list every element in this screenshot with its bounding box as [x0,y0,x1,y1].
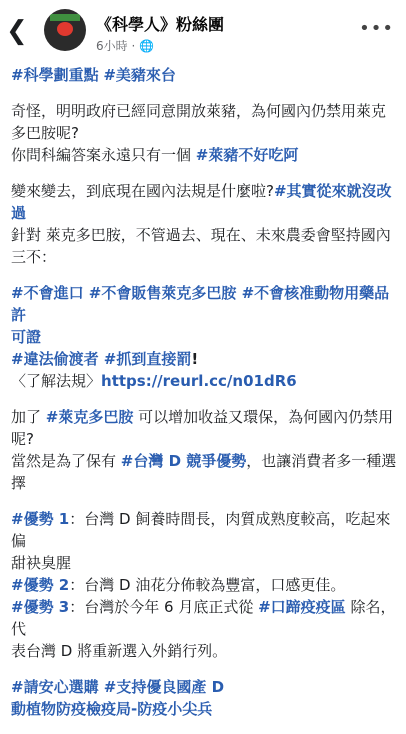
text-span: 加了 [11,408,46,426]
page-avatar[interactable] [44,9,86,51]
globe-icon: 🌐 [139,39,155,53]
text-line: 三不： [11,248,57,266]
hashtag-link[interactable]: #優勢 2 [11,576,70,594]
text-line: 針對 萊克多巴胺，不管過去、現在、未來農委會堅持國內 [11,226,391,244]
text-line [11,348,399,370]
text-span: ，也讓消費者多一種選 [246,452,397,470]
regulation-link[interactable]: https://reurl.cc/n01dR6 [101,372,297,390]
text-span: 你問科編答案永遠只有一個 [11,146,196,164]
hashtag-link[interactable]: #美豬來台 [103,66,176,84]
text-span: 可以增加收益又環保，為何國內仍禁用 [133,408,394,426]
hashtag-line[interactable]: #請安心選購 #支持優良國產 D [11,678,225,696]
intro-paragraph [11,100,399,166]
text-line [11,596,399,640]
hashtag-link[interactable]: #優勢 3 [11,598,70,616]
text-line [11,450,399,472]
text-span: ：台灣 D 油花分佈較為豐富，口感更佳。 [69,576,346,594]
text-span: 當然是為了保有 [11,452,121,470]
hashtag-link[interactable]: #優勢 1 [11,510,70,528]
hashtag-continuation[interactable]: 過 [11,204,27,222]
text-line: 表台灣 D 將重新選入外銷行列。 [11,642,228,660]
hashtag-line[interactable]: 可證 [11,328,42,346]
source-link[interactable]: 動植物防疫檢疫局-防疫小尖兵 [11,700,213,718]
text-line [11,370,399,392]
text-line [11,180,399,202]
hashtag-link[interactable]: #台灣 D 競爭優勢 [120,452,247,470]
post-header [0,0,406,62]
post-body [11,64,399,734]
question-paragraph [11,406,399,494]
law-paragraph [11,180,399,268]
text-line: 擇 [11,474,27,492]
text-line [11,574,399,596]
back-chevron-icon[interactable]: ❮ [6,16,28,46]
hashtags-top [11,64,399,86]
post-meta [96,37,154,54]
text-line: 多巴胺呢? [11,124,79,142]
three-no-paragraph [11,282,399,392]
text-span: ：台灣於今年 6 月底正式從 [69,598,259,616]
text-line: 奇怪，明明政府已經同意開放萊豬，為何國內仍禁用萊克 [11,102,387,120]
hashtag-link[interactable]: #口蹄疫疫區 [258,598,346,616]
page-name[interactable]: 《科學人》粉絲團 [96,15,225,34]
text-span: 變來變去，到底現在國內法規是什麼啦? [11,182,274,200]
hashtag-link[interactable]: #違法偷渡者 #抓到直接罰 [11,350,192,368]
hashtag-link[interactable]: #萊豬不好吃阿 [195,146,299,164]
text-line [11,508,399,552]
more-options-icon[interactable]: ••• [359,18,394,39]
text-span: ! [191,350,199,368]
hashtag-line[interactable]: #不會進口 #不會販售萊克多巴胺 #不會核准動物用藥品許 [11,284,390,324]
text-span: ：台灣 D 飼養時間長，肉質成熟度較高，吃起來偏 [11,510,391,550]
text-span: 除名，代 [11,598,396,638]
text-span: 〈了解法規〉 [11,372,102,390]
closing-paragraph [11,676,399,720]
hashtag-link[interactable]: #其實從來就沒改 [273,182,392,200]
post-time[interactable]: 6小時 [96,39,128,53]
text-line: 甜袂臭腥 [11,554,72,572]
advantages-paragraph [11,508,399,662]
text-line: 呢? [11,430,34,448]
text-line [11,144,399,166]
text-line [11,406,399,428]
hashtag-link[interactable]: #萊克多巴胺 [45,408,134,426]
hashtag-link[interactable]: #科學劃重點 [11,66,99,84]
dot-separator: · [131,39,140,53]
